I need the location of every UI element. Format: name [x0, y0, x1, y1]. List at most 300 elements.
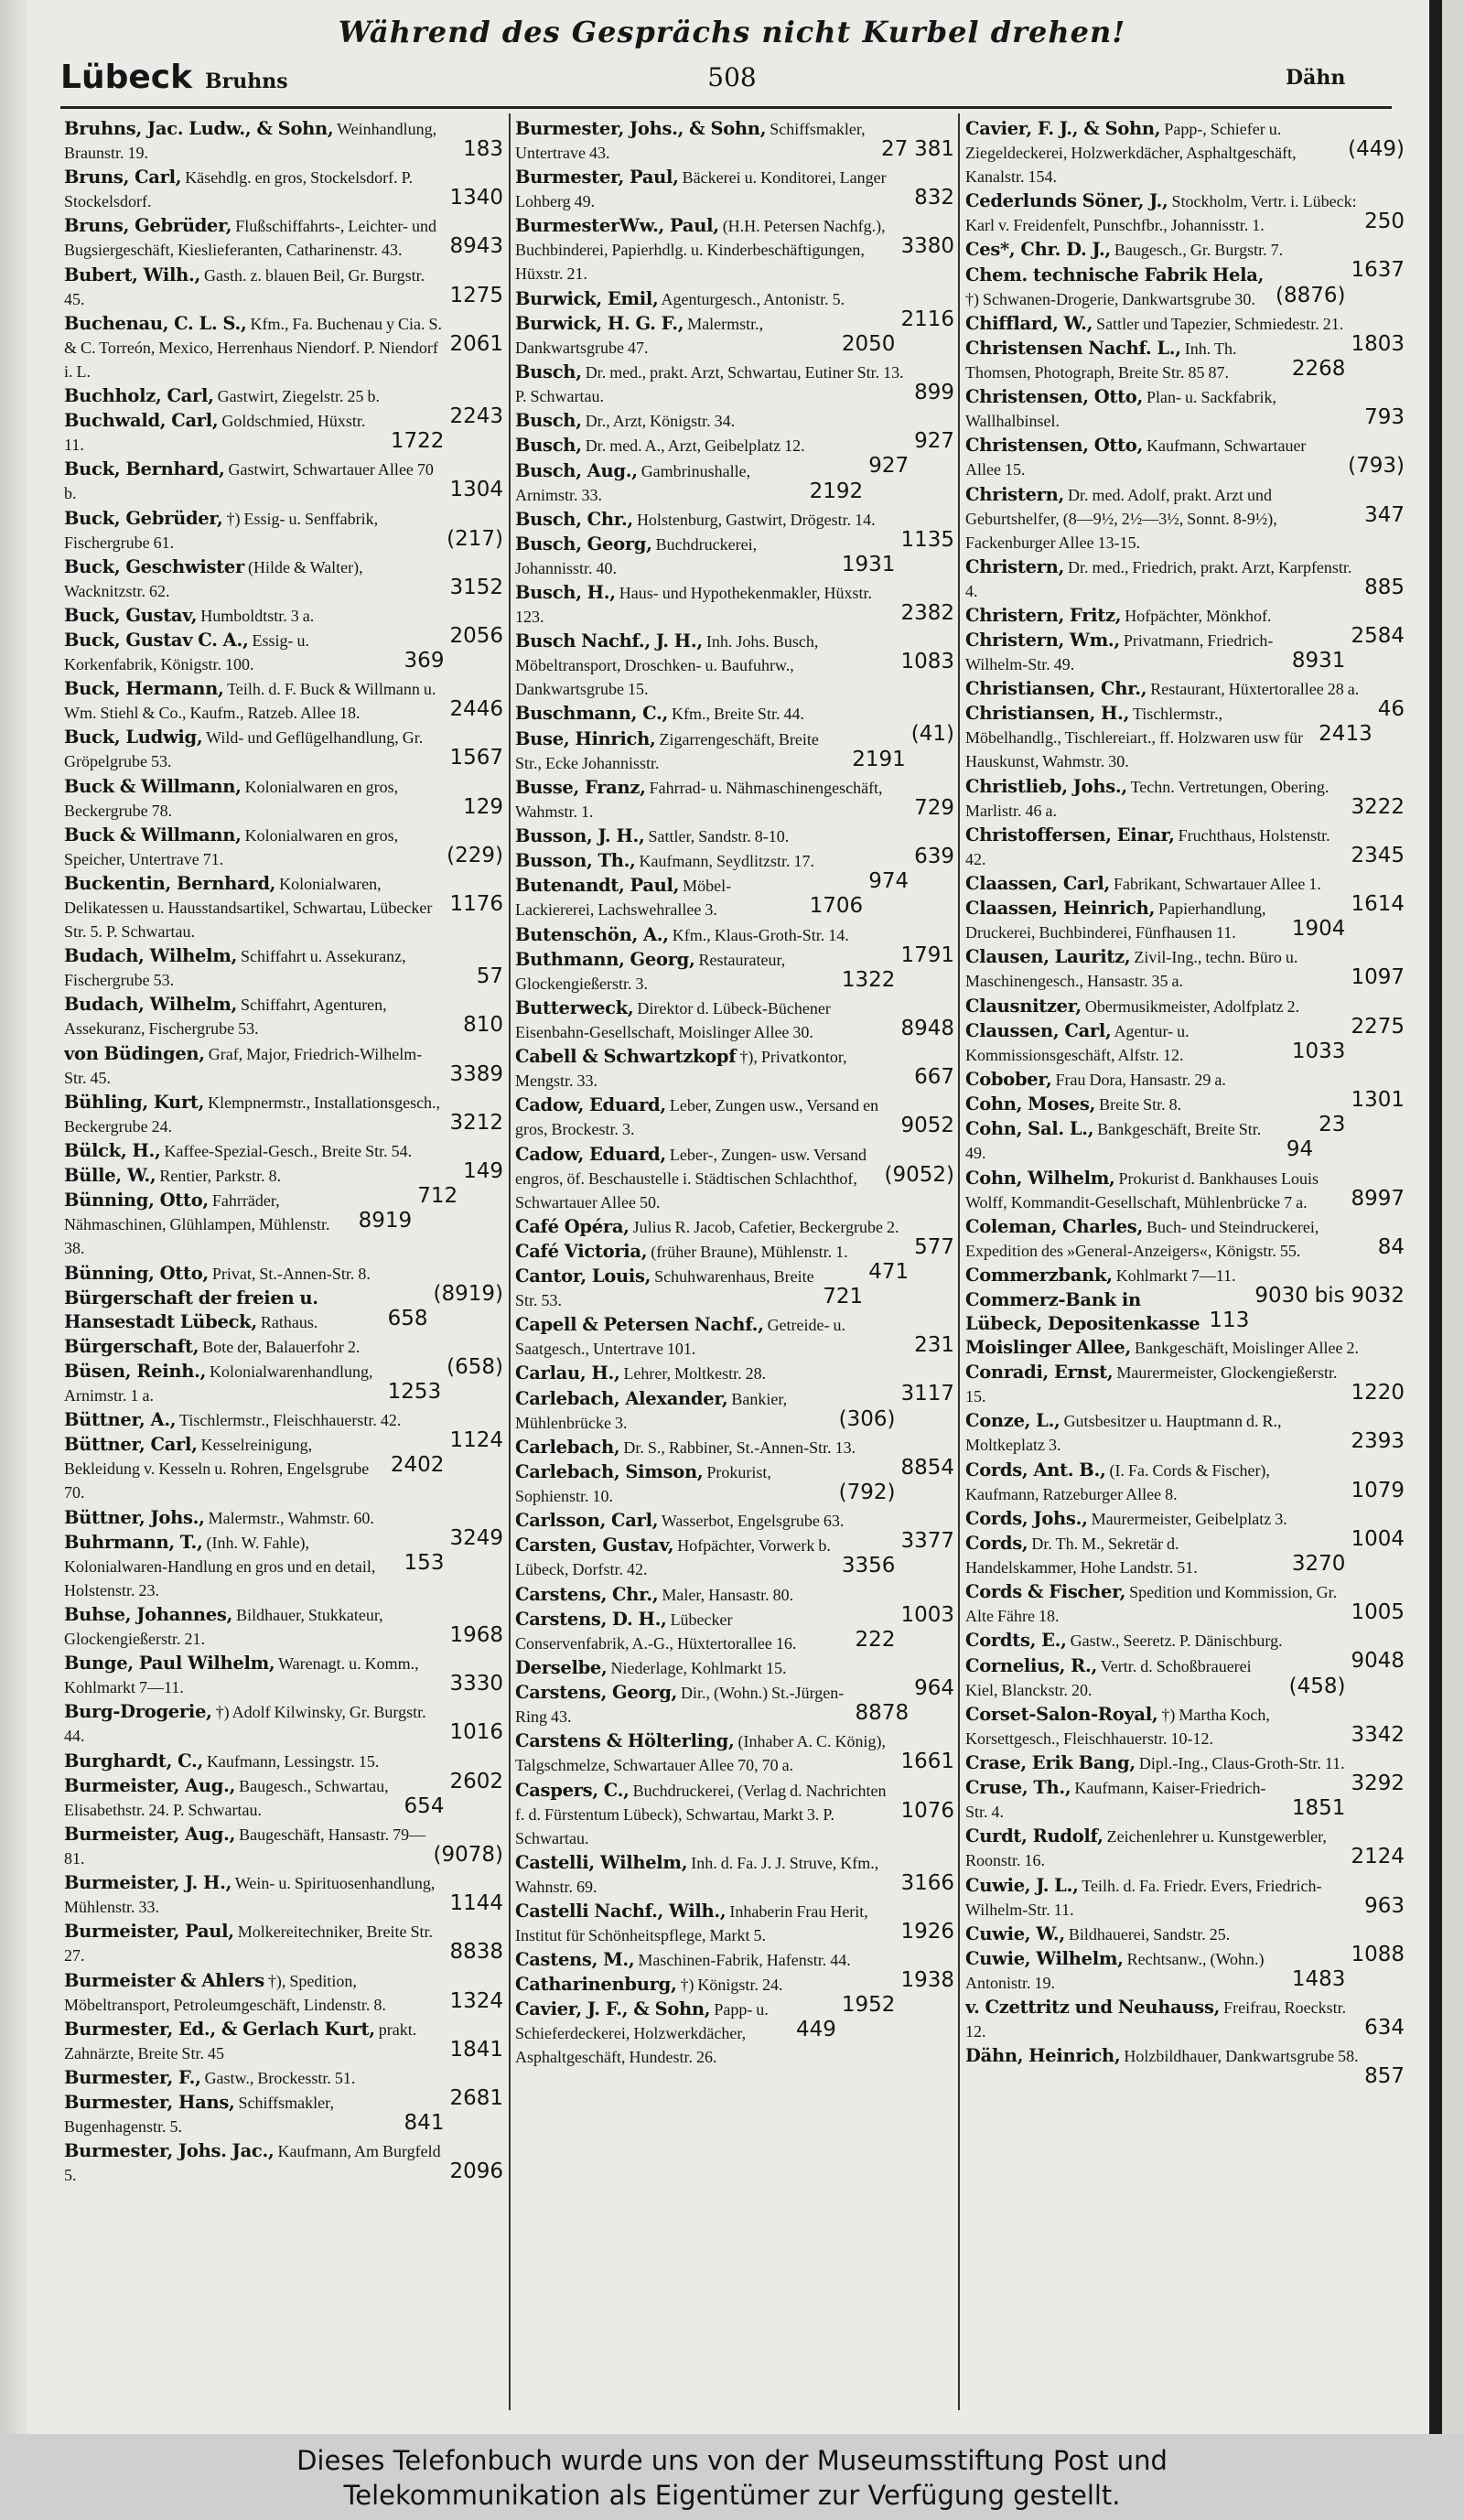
entry-name: Christern,: [965, 555, 1065, 577]
directory-entry: [515, 727, 954, 775]
entry-details: Kfm., Klaus-Groth-Str. 14.: [672, 925, 849, 944]
directory-entry: [515, 581, 954, 629]
entry-details: Freifrau, Roeckstr. 12.: [965, 1998, 1347, 2041]
header-rule: [60, 106, 1392, 109]
entry-details: Möbel-Lackiererei, Lachswehrallee 3.: [515, 877, 732, 920]
phone-number: 1003: [895, 1603, 954, 1627]
phone-number: 1791: [895, 943, 954, 967]
entry-name: Burmeister, Paul,: [64, 1921, 234, 1943]
entry-name: Burmester, Johs., & Sohn,: [515, 118, 767, 139]
phone-number: 3342: [1345, 1723, 1405, 1747]
entry-details: Malermstr., Dankwartsgrube 47.: [515, 314, 764, 357]
directory-entry: [515, 166, 954, 213]
entry-name: Café Opéra,: [515, 1215, 630, 1237]
entry-details: Maler, Hansastr. 80.: [662, 1585, 794, 1604]
phone-number: 8997: [1345, 1187, 1405, 1211]
phone-number: 577: [909, 1235, 954, 1259]
entry-details: Kaufmann, Lessingstr. 15.: [206, 1751, 380, 1771]
phone-number: 3389: [444, 1062, 503, 1086]
directory-entry: [965, 1532, 1405, 1579]
phone-number: 1722: [385, 429, 445, 453]
entry-name: Burmester, Johs. Jac.,: [64, 2140, 274, 2162]
entry-details: Maurermeister, Glockengießerstr. 15.: [965, 1363, 1338, 1406]
directory-entry: [64, 2139, 503, 2187]
entry-name: Burmester, F.,: [64, 2066, 201, 2088]
directory-entry: [965, 1507, 1405, 1551]
directory-entry: [965, 1215, 1405, 1263]
entry-details: Weinhandlung, Braunstr. 19.: [64, 120, 437, 162]
phone-number: 2275: [1345, 1015, 1405, 1039]
directory-entry: [64, 872, 503, 943]
directory-entry: [64, 677, 503, 725]
directory-entry: [965, 824, 1405, 871]
directory-entry: [515, 533, 954, 580]
phone-number: 1938: [895, 1968, 954, 1992]
phone-number: 347: [1359, 503, 1405, 527]
entry-details: (H.H. Petersen Nachfg.), Buchbinderei, Papierhdlg. u. Kinderbeschäftigungen, Hüxstr. 21.: [515, 217, 886, 284]
entry-details: Bildhauer, Stukkateur, Glockengießerstr. 21.: [64, 1606, 383, 1648]
entry-details: Dir., (Wohn.) St.-Jürgen-Ring 43.: [515, 1684, 845, 1727]
entry-name: Cords, Ant. B.,: [965, 1459, 1106, 1481]
directory-column-1: [64, 117, 503, 2405]
phone-number: (217): [441, 527, 503, 551]
phone-number: 3117: [895, 1382, 954, 1405]
phone-number: (229): [441, 844, 503, 867]
entry-details: Buch- und Steindruckerei, Expedition des »General-Anzeigers«, Königstr. 55.: [965, 1217, 1319, 1260]
directory-entry: [965, 1264, 1405, 1308]
phone-number: 1851: [1286, 1796, 1346, 1820]
footer-line-1: Dieses Telefonbuch wurde uns von der Museumsstiftung Post und: [296, 2445, 1168, 2476]
phone-number: 3377: [895, 1529, 954, 1553]
directory-column-3: [965, 117, 1405, 2405]
entry-name: Burghardt, C.,: [64, 1750, 203, 1772]
phone-number: 8838: [444, 1940, 503, 1964]
phone-number: 1275: [444, 284, 503, 307]
phone-number: 449: [791, 2018, 836, 2041]
directory-entry: [965, 483, 1405, 555]
entry-name: Cruse, Th.,: [965, 1777, 1071, 1799]
phone-number: 885: [1359, 576, 1405, 599]
directory-entry: [64, 1262, 503, 1306]
entry-name: Christensen, Otto,: [965, 435, 1143, 457]
entry-details: Klempnermstr., Installationsgesch., Beckergrube 24.: [64, 1093, 441, 1136]
directory-entry: [965, 555, 1405, 603]
entry-name: Bunge, Paul Wilhelm,: [64, 1653, 275, 1675]
footer-line-2: Telekommunikation als Eigentümer zur Verfügung gestellt.: [343, 2480, 1121, 2511]
entry-name: Cohn, Wilhelm,: [965, 1167, 1115, 1189]
phone-number: 1324: [444, 1989, 503, 2013]
phone-number: 2268: [1286, 357, 1346, 381]
phone-number: 3152: [444, 576, 503, 599]
entry-name: Curdt, Rudolf,: [965, 1825, 1103, 1847]
entry-details: †) Adolf Kilwinsky, Gr. Burgstr. 44.: [64, 1703, 426, 1746]
entry-details: Kolonialwaren en gros, Speicher, Untertrave 71.: [64, 825, 399, 868]
directory-entry: [64, 1823, 503, 1870]
directory-column-2: [515, 117, 954, 2405]
entry-name: Busch,: [515, 361, 582, 382]
entry-name: Bruns, Carl,: [64, 167, 182, 188]
entry-name: Cantor, Louis,: [515, 1265, 651, 1287]
entry-name: Cuwie, W.,: [965, 1922, 1065, 1944]
entry-name: Burwick, Emil,: [515, 287, 659, 309]
directory-entry: [965, 434, 1405, 481]
phone-number: 8919: [353, 1209, 413, 1233]
entry-name: Coleman, Charles,: [965, 1215, 1143, 1237]
entry-details: (früher Braune), Mühlenstr. 1.: [651, 1242, 848, 1261]
phone-number: 654: [399, 1794, 445, 1818]
phone-number: 222: [850, 1628, 896, 1652]
phone-number: 974: [863, 869, 909, 893]
entry-details: Schiffahrt u. Assekuranz, Fischergrube 53.: [64, 947, 406, 990]
entry-name: Büttner, Carl,: [64, 1434, 198, 1456]
phone-number: 2191: [846, 748, 906, 771]
entry-name: Cuwie, J. L.,: [965, 1874, 1079, 1896]
entry-name: Ces*, Chr. D. J.,: [965, 239, 1111, 261]
entry-details: Stockholm, Vertr. i. Lübeck: Karl v. Freidenfelt, Punschfbr., Johannisstr. 1.: [965, 192, 1357, 235]
phone-number: 1322: [836, 968, 896, 992]
entry-details: Papp- u. Schieferdeckerei, Holzwerkdächer, Asphaltgeschäft, Hundestr. 26.: [515, 2000, 769, 2067]
entry-name: Busson, Th.,: [515, 850, 636, 872]
entry-name: Christern, Wm.,: [965, 630, 1120, 652]
right-binding-bar: [1429, 0, 1442, 2434]
phone-number: 84: [1372, 1235, 1405, 1259]
entry-name: Burmester, Paul,: [515, 167, 679, 188]
entry-details: Inh. d. Fa. J. J. Struve, Kfm., Wahnstr. 69.: [515, 1853, 879, 1896]
phone-number: (792): [834, 1481, 896, 1504]
entry-details: Holstenburg, Gastwirt, Drögestr. 14.: [636, 510, 876, 529]
directory-entry: [515, 630, 954, 701]
phone-number: 2056: [444, 624, 503, 648]
entry-details: Gasth. z. blauen Beil, Gr. Burgstr. 45.: [64, 265, 425, 308]
phone-number: (41): [906, 722, 954, 746]
phone-number: (9078): [428, 1843, 503, 1867]
directory-entry: [515, 996, 954, 1044]
entry-name: Busch,: [515, 435, 582, 457]
directory-entry: [515, 948, 954, 996]
phone-number: 250: [1359, 210, 1405, 233]
phone-number: 1083: [895, 650, 954, 673]
phone-number: 8854: [895, 1456, 954, 1480]
phone-number: 1005: [1345, 1600, 1405, 1624]
phone-number: 1124: [444, 1428, 503, 1452]
entry-details: Humboldtstr. 3 a.: [200, 606, 315, 625]
phone-number: 3292: [1345, 1772, 1405, 1795]
directory-entry: [515, 1460, 954, 1508]
entry-name: Bülck, H.,: [64, 1139, 161, 1161]
entry-name: Burmester, Ed., & Gerlach Kurt,: [64, 2018, 375, 2040]
entry-name: Bruhns, Jac. Ludw., & Sohn,: [64, 118, 334, 139]
entry-name: Buthmann, Georg,: [515, 948, 695, 970]
phone-number: 2192: [804, 479, 864, 503]
entry-details: †) Königstr. 24.: [680, 1976, 783, 1995]
directory-entry: [64, 1531, 503, 1602]
phone-number: 3356: [836, 1554, 896, 1578]
phone-number: (8919): [428, 1282, 503, 1306]
directory-entry: [64, 1091, 503, 1138]
entry-details: Zivil-Ing., techn. Büro u. Maschinengesch., Hansastr. 35 a.: [965, 948, 1298, 991]
entry-details: Dipl.-Ing., Claus-Groth-Str. 11.: [1138, 1753, 1345, 1772]
entry-name: Buchwald, Carl,: [64, 410, 219, 432]
entry-details: Fahrräder, Nähmaschinen, Glühlampen, Mühlenstr. 38.: [64, 1191, 330, 1258]
entry-name: Christoffersen, Einar,: [965, 824, 1175, 845]
entry-details: Papp-, Schiefer u. Ziegeldeckerei, Holzwerkdächer, Asphaltgeschäft, Kanalstr. 154.: [965, 120, 1297, 186]
entry-name: Bürgerschaft,: [64, 1335, 199, 1357]
entry-name: Bubert, Wilh.,: [64, 264, 200, 285]
entry-name: Buhrmann, T.,: [64, 1531, 203, 1553]
phone-number: 841: [399, 2111, 445, 2135]
entry-details: Kaufmann, Kaiser-Friedrich-Str. 4.: [965, 1779, 1266, 1822]
entry-details: Goldschmied, Hüxstr. 11.: [64, 412, 366, 455]
directory-entry: [965, 629, 1405, 676]
directory-entry: [515, 312, 954, 360]
entry-details: prakt. Zahnärzte, Breite Str. 45: [64, 2019, 417, 2062]
directory-entry: [64, 2018, 503, 2065]
entry-details: Schiffahrt, Agenturen, Assekuranz, Fischergrube 53.: [64, 996, 387, 1039]
entry-name: Carstens, D. H.,: [515, 1608, 667, 1630]
entry-details: Kolonialwaren, Delikatessen u. Hausstandsartikel, Schwartau, Lübecker Str. 5. P. Schwartau.: [64, 875, 433, 941]
column-separator: [509, 113, 511, 2410]
directory-entry: [515, 1851, 954, 1899]
entry-details: Dr. med., prakt. Arzt, Schwartau, Eutiner Str. 13. P. Schwartau.: [515, 362, 904, 405]
phone-number: 2602: [444, 1770, 503, 1793]
phone-number: 899: [909, 381, 954, 404]
entry-details: Gastwirt, Schwartauer Allee 70 b.: [64, 460, 434, 503]
phone-number: 1301: [1345, 1088, 1405, 1112]
entry-name: Budach, Wilhelm,: [64, 945, 238, 967]
entry-name: Bünning, Otto,: [64, 1190, 209, 1212]
header-first-entry: Bruhns: [205, 70, 288, 93]
entry-name: Cohn, Moses,: [965, 1093, 1096, 1115]
directory-entry: [64, 507, 503, 555]
directory-entry: [64, 824, 503, 871]
entry-name: Budach, Wilhelm,: [64, 994, 238, 1016]
phone-number: 1614: [1345, 892, 1405, 916]
phone-number: 2116: [895, 307, 954, 331]
entry-details: Direktor d. Lübeck-Büchener Eisenbahn-Gesellschaft, Moislinger Allee 30.: [515, 998, 831, 1041]
entry-details: Baugesch., Gr. Burgstr. 7.: [1114, 241, 1284, 260]
directory-entry: [64, 166, 503, 213]
entry-details: Essig- u. Korkenfabrik, Königstr. 100.: [64, 631, 309, 674]
entry-name: Castelli Nachf., Wilh.,: [515, 1900, 727, 1922]
entry-details: Molkereitechniker, Breite Str. 27.: [64, 1922, 433, 1965]
directory-entry: [965, 1459, 1405, 1506]
entry-details: Zeichenlehrer u. Kunstgewerbler, Roonstr. 16.: [965, 1827, 1327, 1870]
phone-number: 2345: [1345, 844, 1405, 867]
entry-details: Graf, Major, Friedrich-Wilhelm-Str. 45.: [64, 1044, 423, 1087]
entry-name: Caspers, C.,: [515, 1779, 630, 1801]
phone-number: 2243: [444, 404, 503, 428]
directory-entry: [64, 117, 503, 165]
phone-number: 1483: [1286, 1967, 1346, 1991]
phone-number: 927: [863, 454, 909, 478]
entry-details: Wasserbot, Engelsgrube 63.: [661, 1512, 845, 1531]
phone-number: (449): [1342, 137, 1405, 161]
entry-name: Christern, Fritz,: [965, 604, 1122, 626]
entry-name: Cavier, J. F., & Sohn,: [515, 1998, 711, 2020]
entry-name: Crase, Erik Bang,: [965, 1751, 1136, 1773]
entry-name: Busse, Franz,: [515, 776, 646, 798]
entry-details: Tischlermstr., Möbelhandlg., Tischlereiart., ff. Holzwaren usw für Hauskunst, Wahmstr. 30.: [965, 705, 1304, 771]
entry-name: Clausnitzer,: [965, 995, 1082, 1017]
entry-details: Warenagt. u. Komm., Kohlmarkt 7—11.: [64, 1654, 419, 1697]
directory-entry: [965, 2044, 1405, 2089]
directory-entry: [965, 1947, 1405, 1995]
phone-number: 1088: [1345, 1943, 1405, 1966]
entry-name: Buck, Hermann,: [64, 678, 224, 700]
entry-name: Carsten, Gustav,: [515, 1535, 674, 1556]
entry-name: Busch, Chr.,: [515, 508, 633, 530]
entry-details: Lehrer, Moltkestr. 28.: [623, 1364, 767, 1384]
entry-details: Sattler, Sandstr. 8-10.: [648, 827, 790, 845]
directory-entry: [64, 555, 503, 603]
directory-entry: [965, 1703, 1405, 1750]
entry-name: Cobober,: [965, 1068, 1052, 1090]
phone-number: (658): [441, 1355, 503, 1379]
phone-number: 1637: [1345, 258, 1405, 282]
entry-details: Kaufmann, Schwartauer Allee 15.: [965, 436, 1307, 479]
directory-entry: [64, 312, 503, 383]
entry-details: Frau Dora, Hansastr. 29 a.: [1055, 1070, 1226, 1089]
entry-name: Christensen Nachf. L.,: [965, 337, 1181, 359]
directory-entry: [515, 1534, 954, 1581]
directory-entry: [64, 1969, 503, 2017]
phone-number: 964: [909, 1676, 954, 1700]
entry-details: Kfm., Fa. Buchenau y Cia. S. & C. Torreón, Mexico, Herrenhaus Niendorf. P. Niendorf i. L.: [64, 314, 442, 381]
entry-name: Burmeister, Aug.,: [64, 1774, 236, 1796]
entry-details: Holzbildhauer, Dankwartsgrube 58.: [1124, 2047, 1359, 2066]
phone-number: 1803: [1345, 332, 1405, 356]
directory-entry: [965, 385, 1405, 433]
entry-name: Cords,: [965, 1533, 1028, 1554]
entry-name: Carstens, Chr.,: [515, 1583, 659, 1605]
entry-name: Chem. technische Fabrik Hela,: [965, 264, 1265, 285]
directory-entry: [515, 214, 954, 285]
entry-name: Chifflard, W.,: [965, 312, 1093, 334]
entry-details: Papierhandlung, Druckerei, Buchbinderei, Fünfhausen 11.: [965, 899, 1266, 942]
entry-name: Buck, Bernhard,: [64, 458, 225, 480]
entry-name: Cadow, Eduard,: [515, 1094, 666, 1116]
page-banner: Während des Gesprächs nicht Kurbel drehen!: [338, 15, 1126, 49]
entry-name: Busch,: [515, 410, 582, 432]
directory-entry: [515, 1093, 954, 1141]
phone-number: 9030 bis 9032: [1249, 1284, 1405, 1308]
entry-details: Dr. med., Friedrich, prakt. Arzt, Karpfenstr. 4.: [965, 557, 1352, 600]
entry-details: Dr., Arzt, Königstr. 34.: [585, 412, 736, 431]
entry-name: Cohn, Sal. L.,: [965, 1118, 1094, 1140]
directory-entry: [965, 1019, 1405, 1067]
entry-details: †) Martha Koch, Korsettgesch., Fleischhauerstr. 10-12.: [965, 1705, 1270, 1748]
entry-name: Christiansen, Chr.,: [965, 678, 1147, 700]
phone-number: 1144: [444, 1891, 503, 1915]
entry-name: Cavier, F. J., & Sohn,: [965, 118, 1161, 139]
entry-details: Prokurist, Sophienstr. 10.: [515, 1463, 771, 1505]
entry-details: Restaurant, Hüxtertorallee 28 a.: [1150, 680, 1360, 699]
directory-entry: [64, 1360, 503, 1407]
directory-entry: [64, 993, 503, 1040]
entry-name: Cordts, E.,: [965, 1630, 1067, 1652]
entry-name: Café Victoria,: [515, 1240, 648, 1262]
right-page-edge: [1442, 0, 1464, 2434]
entry-details: Plan- u. Sackfabrik, Wallhalbinsel.: [965, 388, 1276, 431]
entry-details: (Inhaber A. C. König), Talgschmelze, Schwartauer Allee 70, 70 a.: [515, 1732, 886, 1775]
phone-number: 231: [909, 1333, 954, 1357]
directory-entry: [515, 361, 954, 408]
directory-entry: [965, 1874, 1405, 1922]
entry-details: Schiffsmakler, Untertrave 43.: [515, 120, 866, 162]
entry-details: Maschinen-Fabrik, Hafenstr. 44.: [638, 1951, 851, 1970]
directory-entry: [64, 1920, 503, 1967]
phone-number: 1952: [836, 1993, 896, 2017]
entry-details: Bildhauerei, Sandstr. 25.: [1068, 1924, 1231, 1944]
directory-entry: [64, 726, 503, 773]
phone-number: 1135: [895, 528, 954, 552]
phone-number: 712: [412, 1184, 458, 1208]
directory-entry: [965, 1825, 1405, 1872]
entry-details: Spedition und Kommission, Gr. Alte Fähre 18.: [965, 1583, 1338, 1626]
entry-name: Busch, H.,: [515, 582, 616, 604]
phone-number: 2096: [444, 2159, 503, 2183]
entry-details: Gutsbesitzer u. Hauptmann d. R., Moltkeplatz 3.: [965, 1412, 1282, 1455]
entry-name: Claussen, Carl,: [965, 1019, 1112, 1041]
phone-number: 1706: [804, 894, 864, 918]
header-last-entry: Dähn: [1286, 66, 1346, 90]
phone-number: 8943: [444, 234, 503, 258]
entry-details: Hofpächter, Mönkhof.: [1125, 606, 1272, 625]
phone-number: 667: [909, 1065, 954, 1089]
entry-name: Commerz-Bank in Lübeck, Depositenkasse Moislinger Allee,: [965, 1289, 1200, 1359]
phone-number: 1220: [1345, 1381, 1405, 1405]
entry-name: Christiansen, H.,: [965, 703, 1130, 725]
entry-name: Dähn, Heinrich,: [965, 2045, 1121, 2067]
phone-number: 46: [1372, 697, 1405, 721]
entry-name: Conradi, Ernst,: [965, 1362, 1114, 1384]
entry-name: Bürgerschaft der freien u. Hansestadt Lübeck,: [64, 1287, 318, 1332]
phone-number: 832: [909, 186, 954, 210]
entry-name: Burg-Drogerie,: [64, 1701, 212, 1723]
entry-details: Kohlmarkt 7—11.: [1115, 1265, 1236, 1285]
entry-name: Büttner, Johs.,: [64, 1506, 205, 1528]
entry-name: Buck, Gebrüder,: [64, 507, 223, 529]
entry-details: Käsehdlg. en gros, Stockelsdorf. P. Stockelsdorf.: [64, 168, 414, 211]
entry-name: Burwick, H. G. F.,: [515, 312, 684, 334]
phone-number: 3270: [1286, 1552, 1346, 1576]
directory-entry: [965, 945, 1405, 993]
entry-details: Kaufmann, Am Burgfeld 5.: [64, 2142, 441, 2185]
entry-details: †) Essig- u. Senffabrik, Fischergrube 61.: [64, 509, 379, 552]
entry-details: Kolonialwarenhandlung, Arnimstr. 1 a.: [64, 1362, 373, 1405]
phone-number: 1841: [444, 2038, 503, 2062]
phone-number: 810: [458, 1013, 503, 1037]
phone-number: 721: [817, 1285, 863, 1308]
phone-number: 8948: [895, 1017, 954, 1040]
entry-details: Teilh. d. Fa. Friedr. Evers, Friedrich-Wilhelm-Str. 11.: [965, 1876, 1322, 1919]
entry-details: Fabrikant, Schwartauer Allee 1.: [1113, 875, 1321, 893]
entry-details: Inhaberin Frau Herit, Institut für Schönheitspflege, Markt 5.: [515, 1901, 868, 1944]
entry-name: Carlau, H.,: [515, 1362, 620, 1384]
phone-number: 153: [399, 1551, 445, 1575]
page-number: 508: [707, 62, 757, 92]
directory-entry: [965, 1409, 1405, 1457]
phone-number: 9048: [1345, 1649, 1405, 1673]
entry-details: Gambrinushalle, Arnimstr. 33.: [515, 461, 751, 504]
footer-notice: [0, 2434, 1464, 2520]
phone-number: 1097: [1345, 965, 1405, 989]
entry-details: †), Privatkontor, Mengstr. 33.: [515, 1048, 847, 1091]
entry-details: Julius R. Jacob, Cafetier, Beckergrube 2.: [632, 1217, 899, 1236]
entry-details: Fahrrad- u. Nähmaschinengeschäft, Wahmstr. 1.: [515, 778, 883, 821]
phone-number: 369: [399, 649, 445, 673]
phone-number: 3330: [444, 1672, 503, 1696]
